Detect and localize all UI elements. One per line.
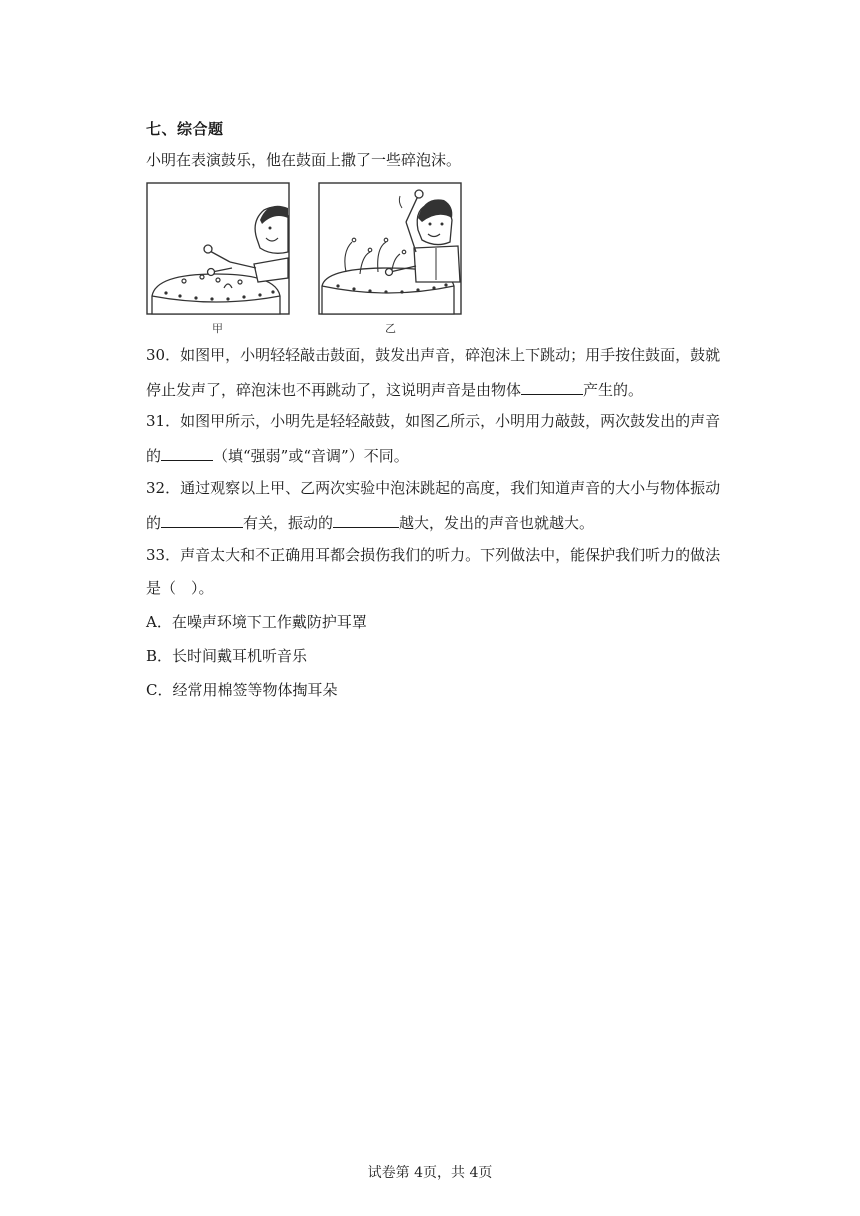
option-b[interactable]: B．长时间戴耳机听音乐	[146, 647, 308, 665]
question-31-line-2	[146, 444, 409, 466]
drum-figures	[146, 182, 466, 334]
q30-answer-blank[interactable]	[521, 378, 583, 395]
question-33-line-1: 33．声音太大和不正确用耳都会损伤我们的听力。下列做法中，能保护我们听力的做法	[146, 546, 721, 564]
question-30-line-2	[146, 378, 643, 400]
question-30-line-1: 30．如图甲，小明轻轻敲击鼓面，鼓发出声音，碎泡沫上下跳动；用手按住鼓面，鼓就	[146, 346, 721, 364]
intro-text: 小明在表演鼓乐，他在鼓面上撒了一些碎泡沫。	[146, 151, 462, 169]
q32-text-mid: 有关，振动的	[243, 514, 334, 532]
figure-yi-illustration	[318, 182, 464, 316]
q30-text-after: 产生的。	[583, 381, 644, 399]
q32-answer-blank-1[interactable]	[161, 511, 243, 528]
section-title: 七、综合题	[146, 120, 224, 138]
q32-answer-blank-2[interactable]	[333, 511, 399, 528]
question-32-line-2	[146, 511, 594, 533]
question-32-line-1: 32．通过观察以上甲、乙两次实验中泡沫跳起的高度，我们知道声音的大小与物体振动	[146, 479, 721, 497]
figure-label-jia: 甲	[212, 322, 223, 335]
option-c[interactable]: C．经常用棉签等物体掏耳朵	[146, 681, 338, 699]
q32-text-after: 越大，发出的声音也就越大。	[399, 514, 595, 532]
q31-answer-blank[interactable]	[161, 444, 213, 461]
page-footer: 试卷第 4页，共 4页	[367, 1165, 493, 1181]
question-31-line-1: 31．如图甲所示，小明先是轻轻敲鼓，如图乙所示，小明用力敲鼓，两次鼓发出的声音	[146, 412, 721, 430]
question-33-line-2: 是（ ）。	[146, 579, 214, 597]
q31-text-after: （填“强弱”或“音调”）不同。	[213, 447, 409, 465]
q31-text-before: 的	[146, 447, 162, 465]
figure-label-yi: 乙	[385, 322, 396, 335]
figure-jia-illustration	[146, 182, 292, 316]
q30-text-before: 停止发声了，碎泡沫也不再跳动了，这说明声音是由物体	[146, 381, 522, 399]
q32-text-before: 的	[146, 514, 162, 532]
option-a[interactable]: A．在噪声环境下工作戴防护耳罩	[146, 613, 367, 631]
